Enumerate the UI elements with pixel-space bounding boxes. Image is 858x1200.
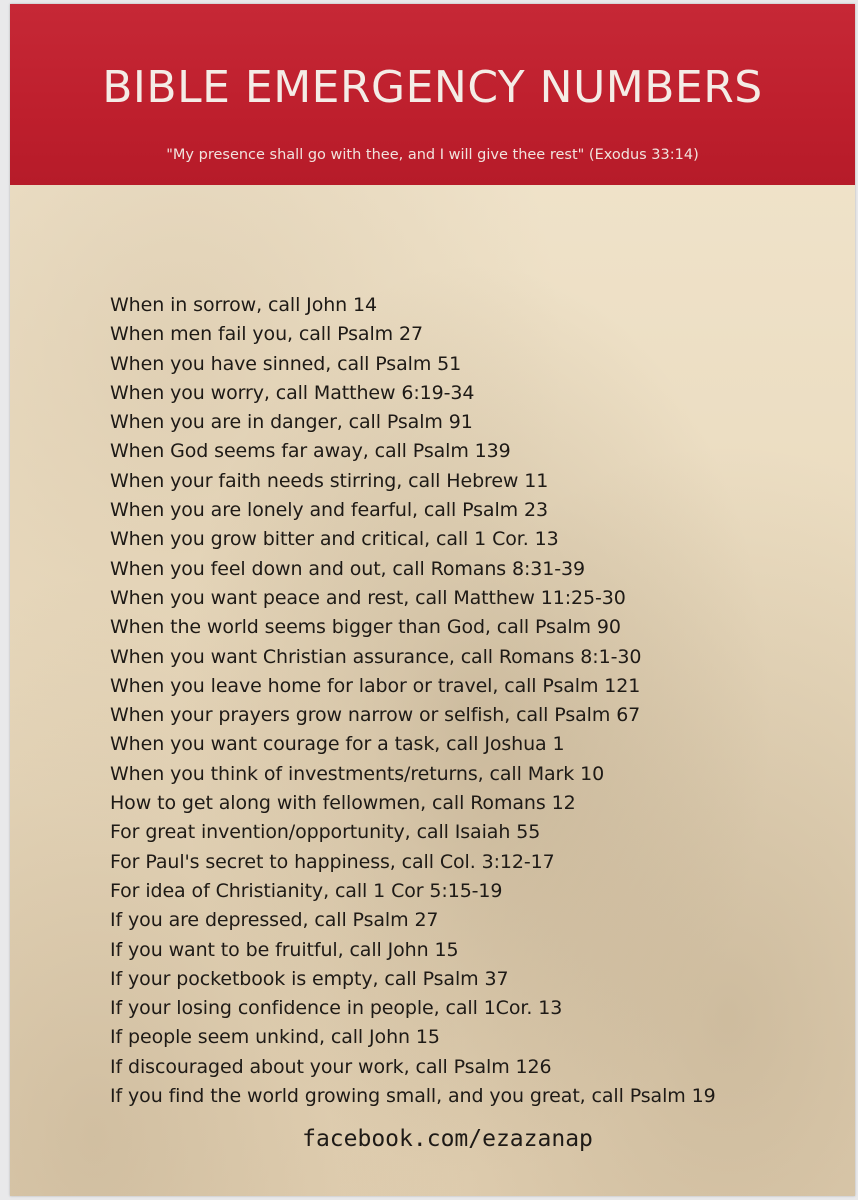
list-item: For idea of Christianity, call 1 Cor 5:15-19 bbox=[110, 879, 503, 902]
list-item: When God seems far away, call Psalm 139 bbox=[110, 440, 511, 463]
list-item: When men fail you, call Psalm 27 bbox=[110, 323, 423, 346]
list-item: When you want Christian assurance, call Romans 8:1-30 bbox=[110, 645, 642, 668]
list-item: When you feel down and out, call Romans 8:31-39 bbox=[110, 557, 586, 580]
list-item: If people seem unkind, call John 15 bbox=[110, 1026, 440, 1049]
facebook-link[interactable]: facebook.com/ezazanap bbox=[302, 1126, 593, 1152]
list-item: When you think of investments/returns, call Mark 10 bbox=[110, 762, 605, 785]
list-item: When you want courage for a task, call Joshua 1 bbox=[110, 733, 565, 756]
list-item: When you worry, call Matthew 6:19-34 bbox=[110, 381, 475, 404]
list-item: When you have sinned, call Psalm 51 bbox=[110, 352, 462, 375]
subtitle-quote: "My presence shall go with thee, and I will give thee rest" (Exodus 33:14) bbox=[166, 147, 699, 163]
list-item: If discouraged about your work, call Psalm 126 bbox=[110, 1055, 552, 1078]
list-item: If you are depressed, call Psalm 27 bbox=[110, 909, 439, 932]
list-item: When you grow bitter and critical, call 1 Cor. 13 bbox=[110, 528, 559, 551]
page-title: BIBLE EMERGENCY NUMBERS bbox=[102, 62, 763, 113]
list-item: How to get along with fellowmen, call Romans 12 bbox=[110, 792, 576, 815]
list-item: When you are in danger, call Psalm 91 bbox=[110, 411, 473, 434]
list-item: When your faith needs stirring, call Hebrew 11 bbox=[110, 469, 549, 492]
list-item: When the world seems bigger than God, call Psalm 90 bbox=[110, 616, 621, 639]
list-item: When in sorrow, call John 14 bbox=[110, 294, 378, 316]
list-item: When you want peace and rest, call Matthew 11:25-30 bbox=[110, 586, 626, 609]
list-item: For Paul's secret to happiness, call Col. 3:12-17 bbox=[110, 850, 555, 873]
list-item: If your losing confidence in people, call 1Cor. 13 bbox=[110, 997, 563, 1020]
poster bbox=[10, 4, 855, 1196]
list-item: If you want to be fruitful, call John 15 bbox=[110, 938, 459, 961]
list-item: If your pocketbook is empty, call Psalm 37 bbox=[110, 967, 509, 990]
list-item: When your prayers grow narrow or selfish, call Psalm 67 bbox=[110, 704, 641, 727]
header-banner bbox=[10, 4, 855, 185]
list-item: If you find the world growing small, and you great, call Psalm 19 bbox=[110, 1085, 716, 1108]
emergency-list bbox=[110, 291, 716, 1111]
list-item: When you leave home for labor or travel, call Psalm 121 bbox=[110, 674, 641, 697]
list-item: When you are lonely and fearful, call Psalm 23 bbox=[110, 499, 548, 522]
list-item: For great invention/opportunity, call Isaiah 55 bbox=[110, 821, 541, 844]
